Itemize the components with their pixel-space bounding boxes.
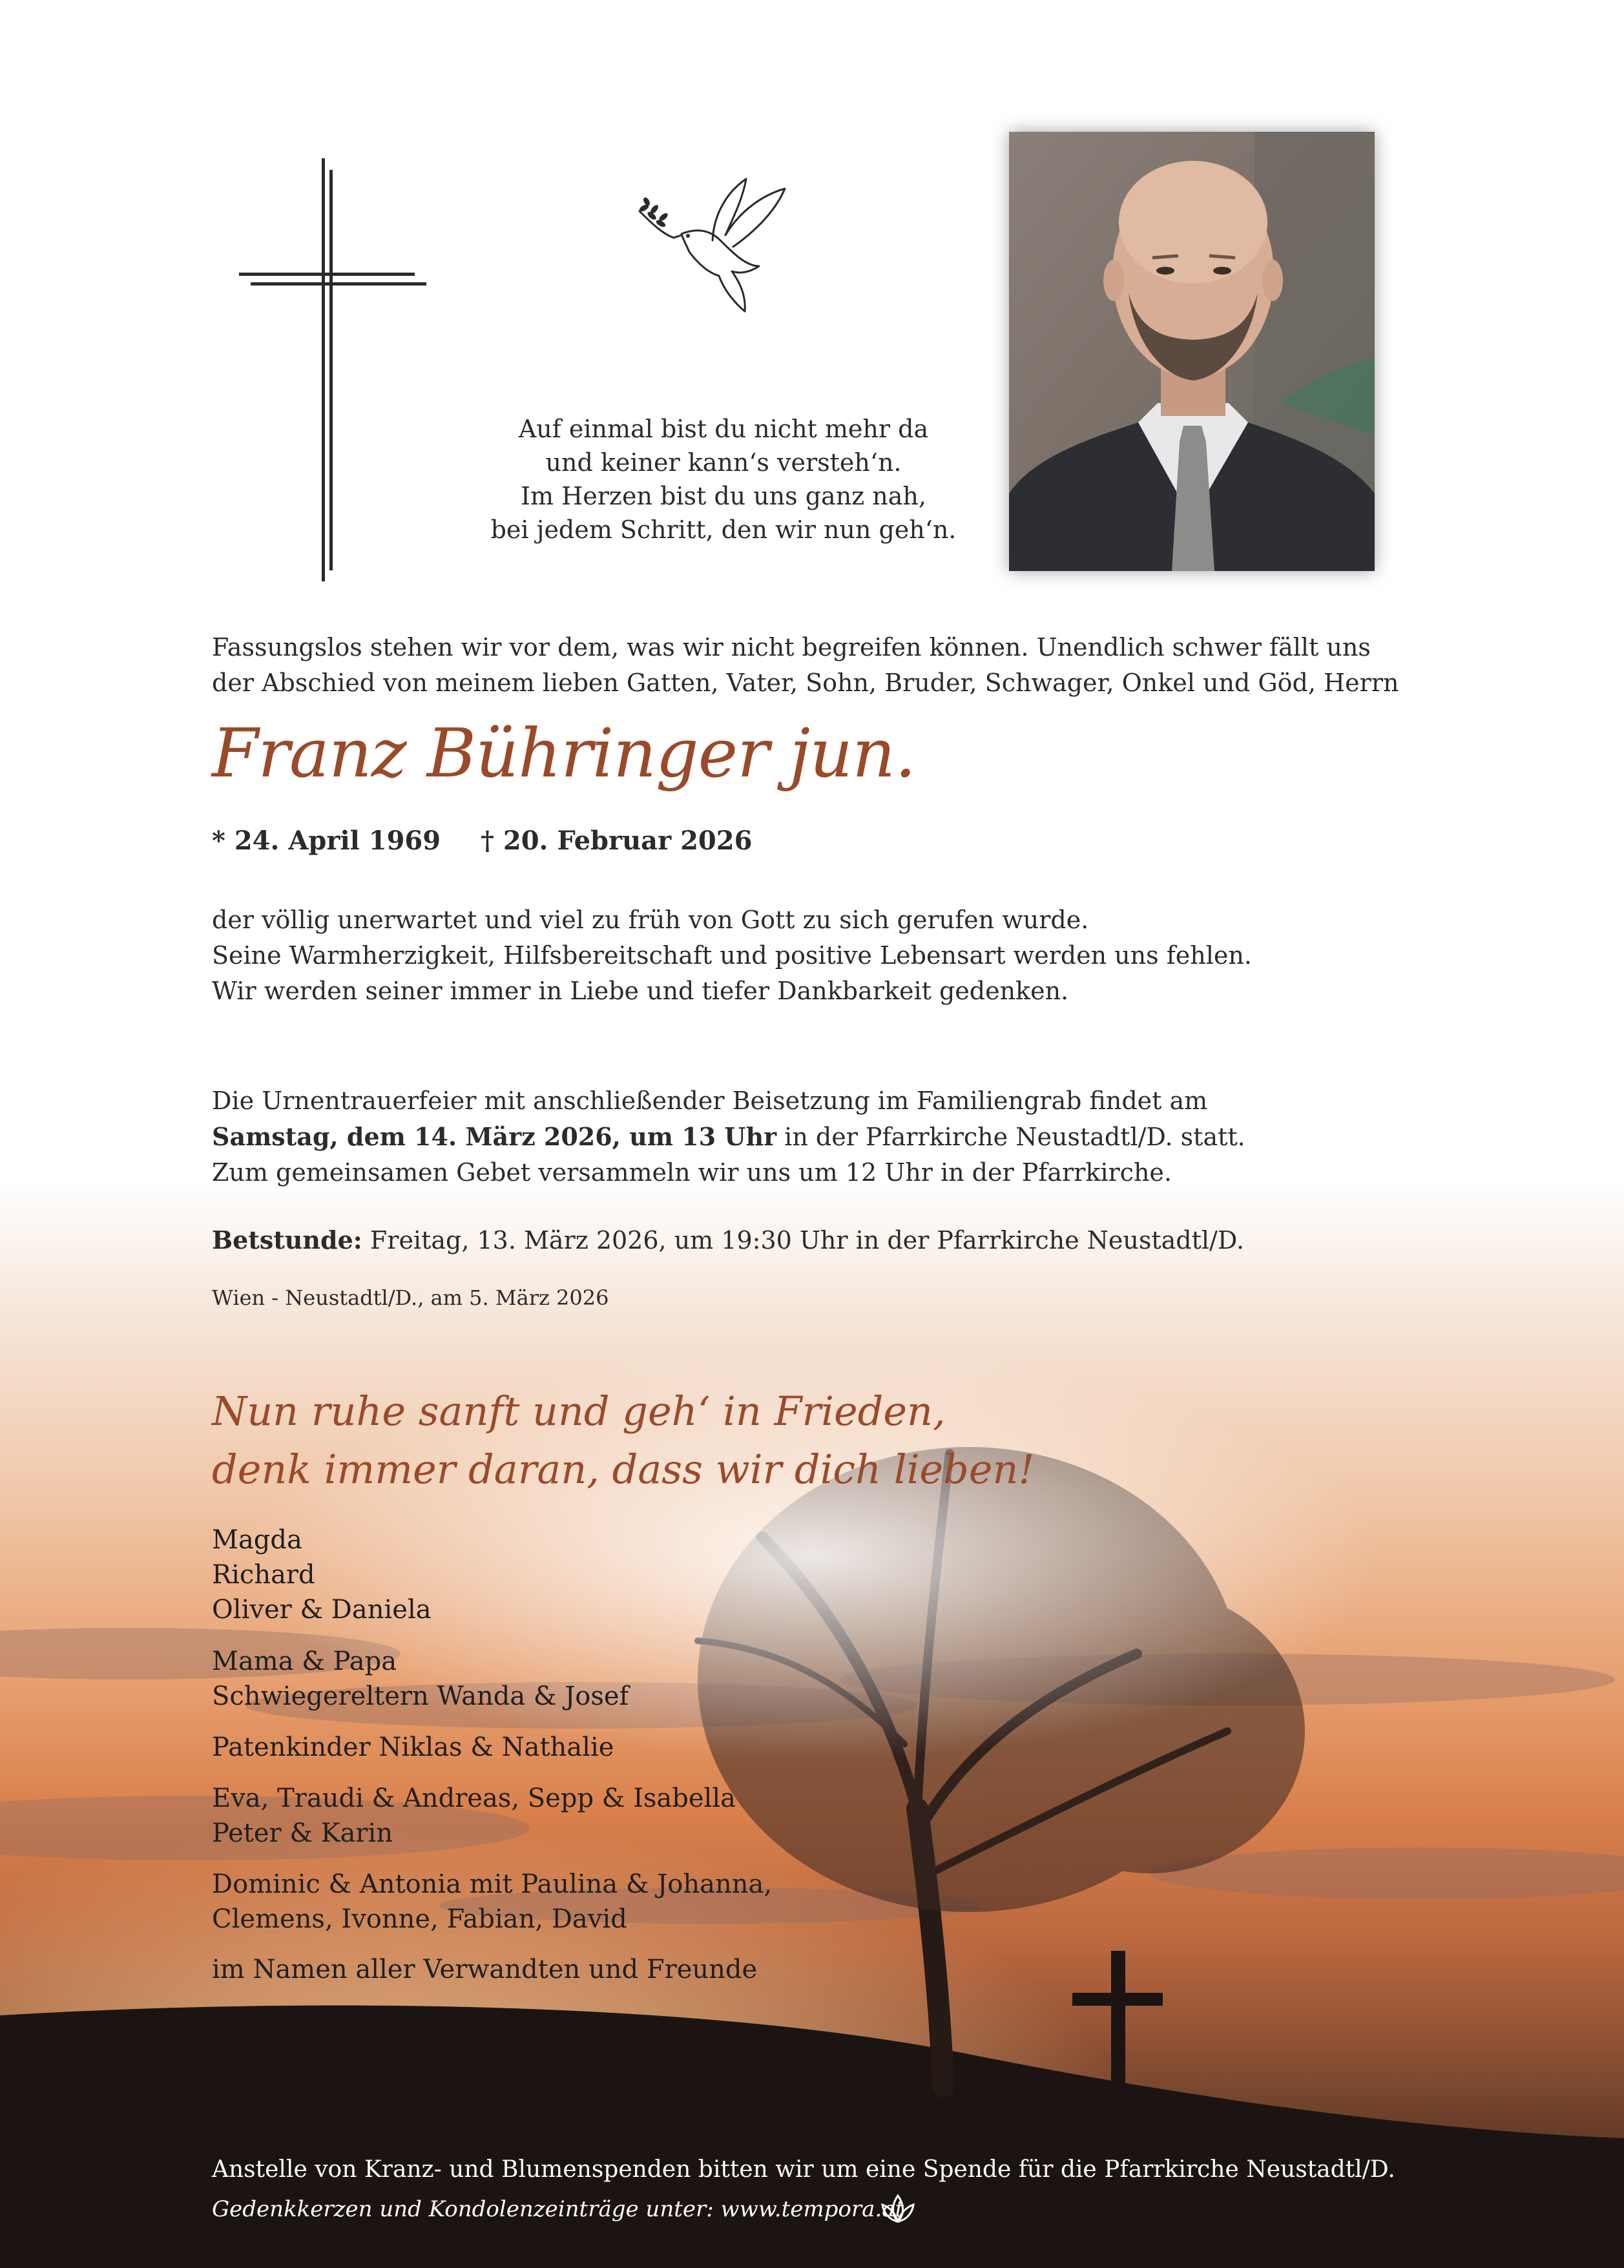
mourner-name: Clemens, Ivonne, Fabian, David <box>212 1904 627 1934</box>
farewell-line: Nun ruhe sanft und geh‘ in Frieden, <box>212 1388 946 1435</box>
portrait-photo <box>1009 132 1375 571</box>
place-date: Wien - Neustadtl/D., am 5. März 2026 <box>212 1285 609 1310</box>
ceremony-line <box>212 1119 1245 1155</box>
intro-line: der Abschied von meinem lieben Gatten, Vater, Sohn, Bruder, Schwager, Onkel und Göd, Herrn <box>212 669 1399 697</box>
death-date: † 20. Februar 2026 <box>481 826 753 856</box>
ceremony-line: Die Urnentrauerfeier mit anschließender Beisetzung im Familiengrab findet am <box>212 1087 1208 1115</box>
lotus-icon <box>880 2193 916 2224</box>
mourner-name: Oliver & Daniela <box>212 1595 432 1625</box>
donation-note: Anstelle von Kranz- und Blumenspenden bitten wir um eine Spende für die Pfarrkirche Neustadtl/D. <box>212 2156 1395 2183</box>
mourners-group <box>212 1730 614 1765</box>
poem-line: Auf einmal bist du nicht mehr da <box>518 415 929 443</box>
ceremony-line: Zum gemeinsamen Gebet versammeln wir uns um 12 Uhr in der Pfarrkirche. <box>212 1158 1172 1187</box>
mourner-name: Magda <box>212 1525 302 1555</box>
tribute-text <box>212 902 1252 1009</box>
life-dates <box>212 826 783 856</box>
poem <box>426 412 1021 546</box>
ceremony-date: Samstag, dem 14. März 2026, um 13 Uhr <box>212 1122 777 1151</box>
condolence-suffix: .at <box>875 2196 904 2222</box>
tribute-line: Wir werden seiner immer in Liebe und tiefer Dankbarkeit gedenken. <box>212 977 1069 1005</box>
mourners-group <box>212 1644 629 1714</box>
mourner-name: Peter & Karin <box>212 1818 393 1848</box>
mourners-group <box>212 1867 772 1937</box>
poem-line: bei jedem Schritt, den wir nun geh‘n. <box>490 515 957 544</box>
prayer-details: Freitag, 13. März 2026, um 19:30 Uhr in der Pfarrkirche Neustadtl/D. <box>362 1226 1245 1254</box>
condolence-prefix: Gedenkkerzen und Kondolenzeinträge unter: www. <box>212 2196 782 2222</box>
tribute-line: Seine Warmherzigkeit, Hilfsbereitschaft und positive Lebensart werden uns fehlen. <box>212 941 1252 970</box>
poem-line: und keiner kann‘s versteh‘n. <box>545 448 902 477</box>
prayer-label: Betstunde: <box>212 1225 362 1254</box>
mourners-group <box>212 1952 757 1987</box>
mourner-name: Mama & Papa <box>212 1647 397 1676</box>
cross-icon <box>239 158 426 581</box>
ceremony-text <box>212 1083 1245 1191</box>
deceased-name: Franz Bühringer jun. <box>212 714 916 793</box>
farewell-quote <box>212 1382 1034 1499</box>
mourner-name: Dominic & Antonia mit Paulina & Johanna, <box>212 1869 773 1899</box>
mourner-name: Patenkinder Niklas & Nathalie <box>212 1732 614 1762</box>
mourner-name: Richard <box>212 1560 315 1590</box>
intro-text <box>212 630 1399 701</box>
ceremony-location: in der Pfarrkirche Neustadtl/D. statt. <box>776 1123 1245 1151</box>
mourner-name: Schwiegereltern Wanda & Josef <box>212 1681 629 1711</box>
condolence-brand[interactable]: tempora <box>781 2196 875 2222</box>
dove-icon <box>636 176 791 318</box>
prayer-text <box>212 1222 1244 1258</box>
condolence-note <box>212 2196 904 2222</box>
mourner-name: im Namen aller Verwandten und Freunde <box>212 1955 758 1984</box>
mourners-group <box>212 1781 736 1851</box>
birth-date: * 24. April 1969 <box>212 826 441 856</box>
mourner-name: Eva, Traudi & Andreas, Sepp & Isabella <box>212 1784 736 1813</box>
mourners-group <box>212 1523 432 1627</box>
tribute-line: der völlig unerwartet und viel zu früh von Gott zu sich gerufen wurde. <box>212 906 1089 934</box>
farewell-line: denk immer daran, dass wir dich lieben! <box>212 1446 1035 1493</box>
poem-line: Im Herzen bist du uns ganz nah, <box>521 482 926 510</box>
intro-line: Fassungslos stehen wir vor dem, was wir nicht begreifen können. Unendlich schwer fällt uns <box>212 633 1371 661</box>
